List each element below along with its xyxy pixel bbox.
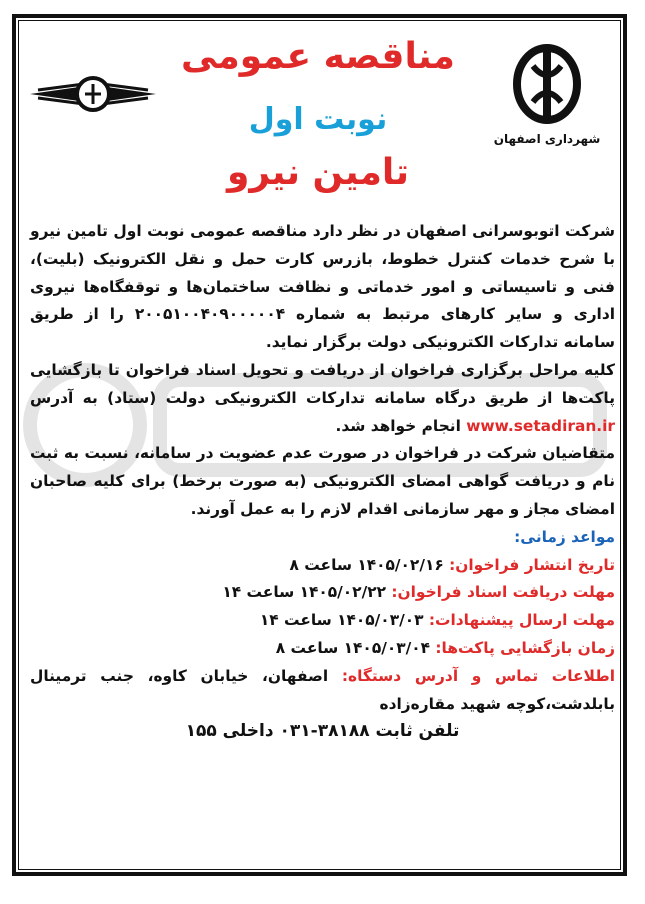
schedule-value: ۱۴۰۵/۰۲/۱۶ ساعت ۸	[289, 555, 444, 574]
notice-title: مناقصه عمومی	[181, 36, 455, 77]
schedule-label: اطلاعات تماس و آدرس دستگاه:	[341, 666, 616, 685]
schedule-item	[30, 635, 615, 663]
paragraph-process-text: کلیه مراحل برگزاری فراخوان از دریافت و تحویل اسناد فراخوان تا بازگشایی پاکت‌ها از طریق درگاه سامانه تدارکات الکترونیکی دولت (ستاد) به آدرس	[30, 360, 615, 407]
paragraph-process-end: انجام خواهد شد.	[335, 416, 461, 435]
schedule-value: ۱۴۰۵/۰۳/۰۴ ساعت ۸	[275, 638, 431, 657]
schedule-title: مواعد زمانی:	[514, 527, 615, 546]
paragraph-process	[30, 357, 615, 440]
paragraph-registration: متقاضیان شرکت در فراخوان در صورت عدم عضویت در سامانه، نسبت به ثبت نام و دریافت گواهی امضای الکترونیکی (به صورت برخط) برای کلیه صاحبان امضای مجاز و مهر سازمانی اقدام لازم را به عمل آورند.	[30, 444, 615, 518]
schedule-value: اصفهان، خیابان کاوه، جنب ترمینال بابلدشت،کوچه شهید مقاره‌زاده	[30, 666, 615, 713]
schedule-item	[30, 663, 615, 719]
setadiran-link[interactable]: www.setadiran.ir	[466, 416, 615, 435]
schedule-label: مهلت دریافت اسناد فراخوان:	[391, 583, 615, 602]
notice-subject: تامین نیرو	[227, 152, 409, 193]
schedule-item	[30, 579, 615, 607]
notice-round: نوبت اول	[248, 102, 388, 137]
bus-company-wings-logo-icon	[28, 64, 158, 124]
municipality-logo	[487, 42, 607, 152]
schedule-label: مهلت ارسال پیشنهادات:	[428, 611, 615, 630]
isfahan-municipality-emblem-icon	[507, 42, 587, 126]
schedule-value: ۱۴۰۵/۰۳/۰۳ ساعت ۱۴	[259, 611, 424, 630]
paragraph-intro: شرکت اتوبوسرانی اصفهان در نظر دارد مناقصه عمومی نوبت اول تامین نیرو با شرح خدمات کنترل خطوط، بازرس کارت حمل و نقل الکترونیک (بلیت)، فنی و تاسیساتی و امور خدماتی و نظافت ساختمان‌ها و توقفگاه‌ها نیروی اداری و سایر کارهای مرتبط به شماره ۲۰۰۵۱۰۰۴۰۹۰۰۰۰۰۴ را از طریق سامانه تدارکات الکترونیکی دولت برگزار نماید.	[30, 222, 615, 352]
schedule-label: زمان بازگشایی پاکت‌ها:	[435, 638, 615, 657]
phone-number: تلفن ثابت ۳۸۱۸۸-۰۳۱ داخلی ۱۵۵	[185, 721, 460, 742]
municipality-caption: شهرداری اصفهان	[493, 132, 601, 146]
schedule-item	[30, 552, 615, 580]
schedule-value: ۱۴۰۵/۰۲/۲۲ ساعت ۱۴	[222, 583, 386, 602]
schedule-label: تاریخ انتشار فراخوان:	[449, 555, 615, 574]
schedule-item	[30, 607, 615, 635]
notice-body	[30, 218, 615, 746]
header	[18, 24, 621, 214]
